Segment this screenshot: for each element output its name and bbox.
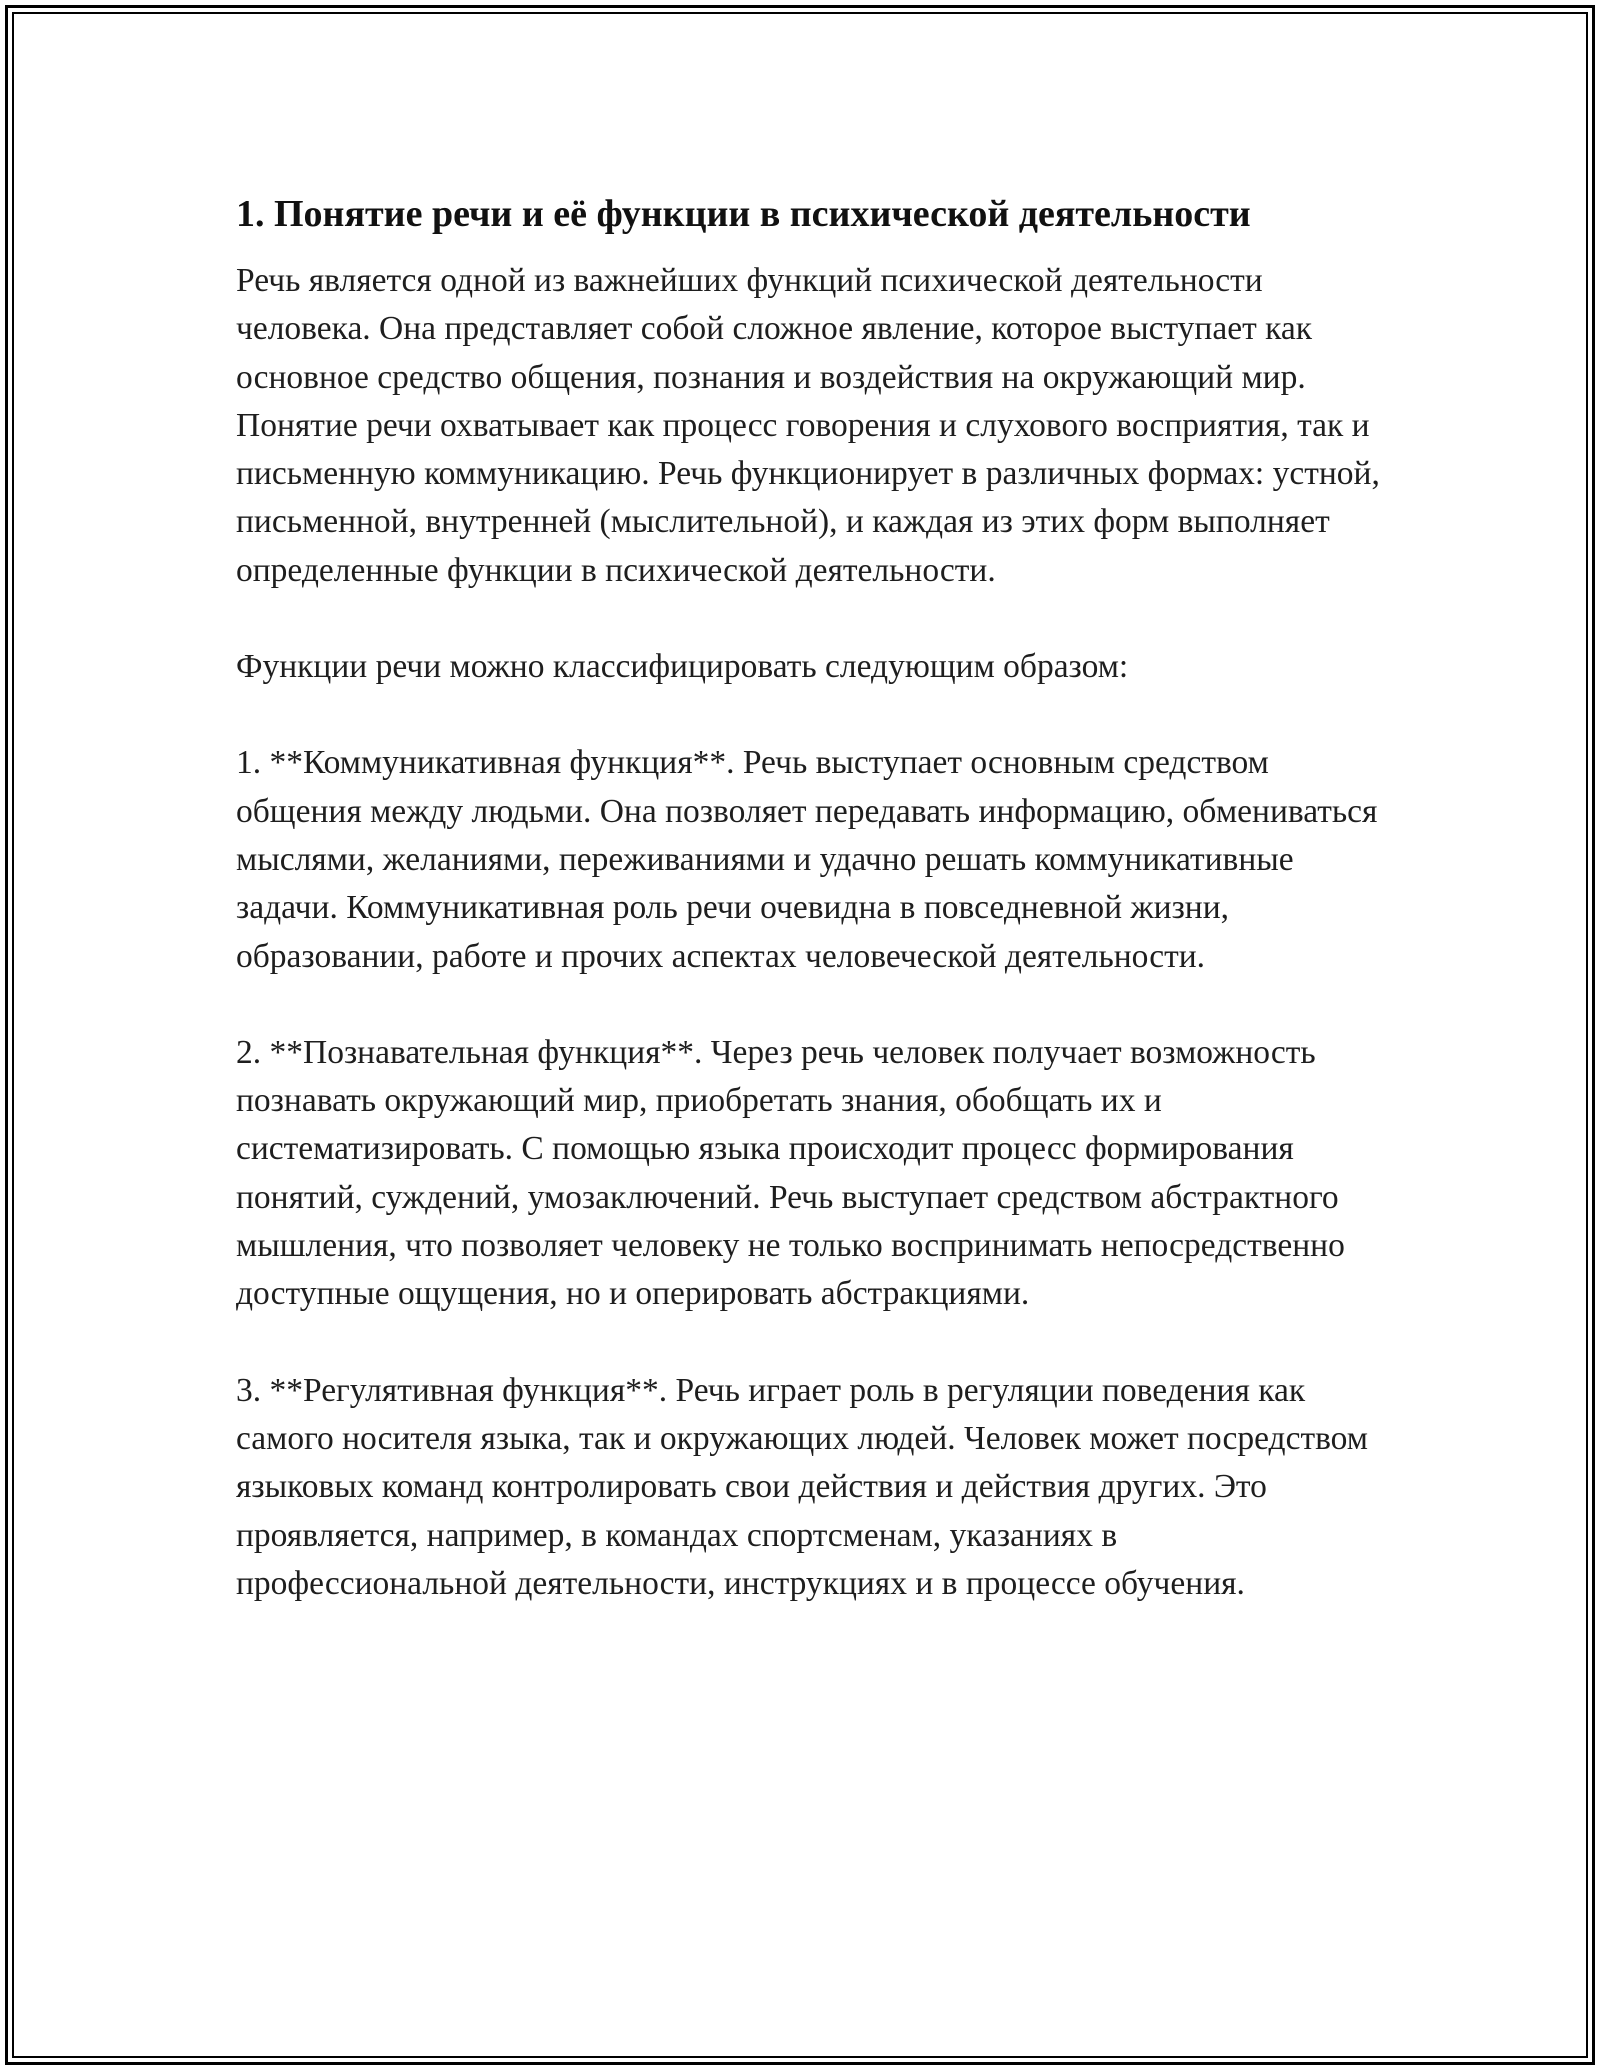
section-heading: 1. Понятие речи и её функции в психической деятельности [236,193,1251,235]
paragraph-communicative-function: 1. **Коммуникативная функция**. Речь выступает основным средством общения между людьми. Она позволяет передавать информацию, обмениваться мыслями, желаниями, переживаниями и удачно решать коммуникативные задачи. Коммуникативная роль речи очевидна в повседневной жизни, образовании, работе и прочих аспектах человеческой деятельности. [236,744,1378,975]
paragraph-regulative-function: 3. **Регулятивная функция**. Речь играет роль в регуляции поведения как самого носителя языка, так и окружающих людей. Человек может посредством языковых команд контролировать свои действия и действия других. Это проявляется, например, в командах спортсменам, указаниях в профессиональной деятельности, инструкциях и в процессе обучения. [236,1371,1368,1602]
paragraph-cognitive-function: 2. **Познавательная функция**. Через речь человек получает возможность познавать окружающий мир, приобретать знания, обобщать их и систематизировать. С помощью языка происходит процесс формирования понятий, суждений, умозаключений. Речь выступает средством абстрактного мышления, что позволяет человеку не только воспринимать непосредственно доступные ощущения, но и оперировать абстракциями. [236,1033,1345,1313]
paragraph-classification: Функции речи можно классифицировать следующим образом: [236,648,1129,686]
document-body [236,183,1396,1656]
paragraph-intro: Речь является одной из важнейших функций психической деятельности человека. Она представляет собой сложное явление, которое выступает как основное средство общения, познания и воздействия на окружающий мир. Понятие речи охватывает как процесс говорения и слухового восприятия, так и письменную коммуникацию. Речь функционирует в различных формах: устной, письменной, внутренней (мыслительной), и каждая из этих форм выполняет определенные функции в психической деятельности. [236,262,1380,589]
